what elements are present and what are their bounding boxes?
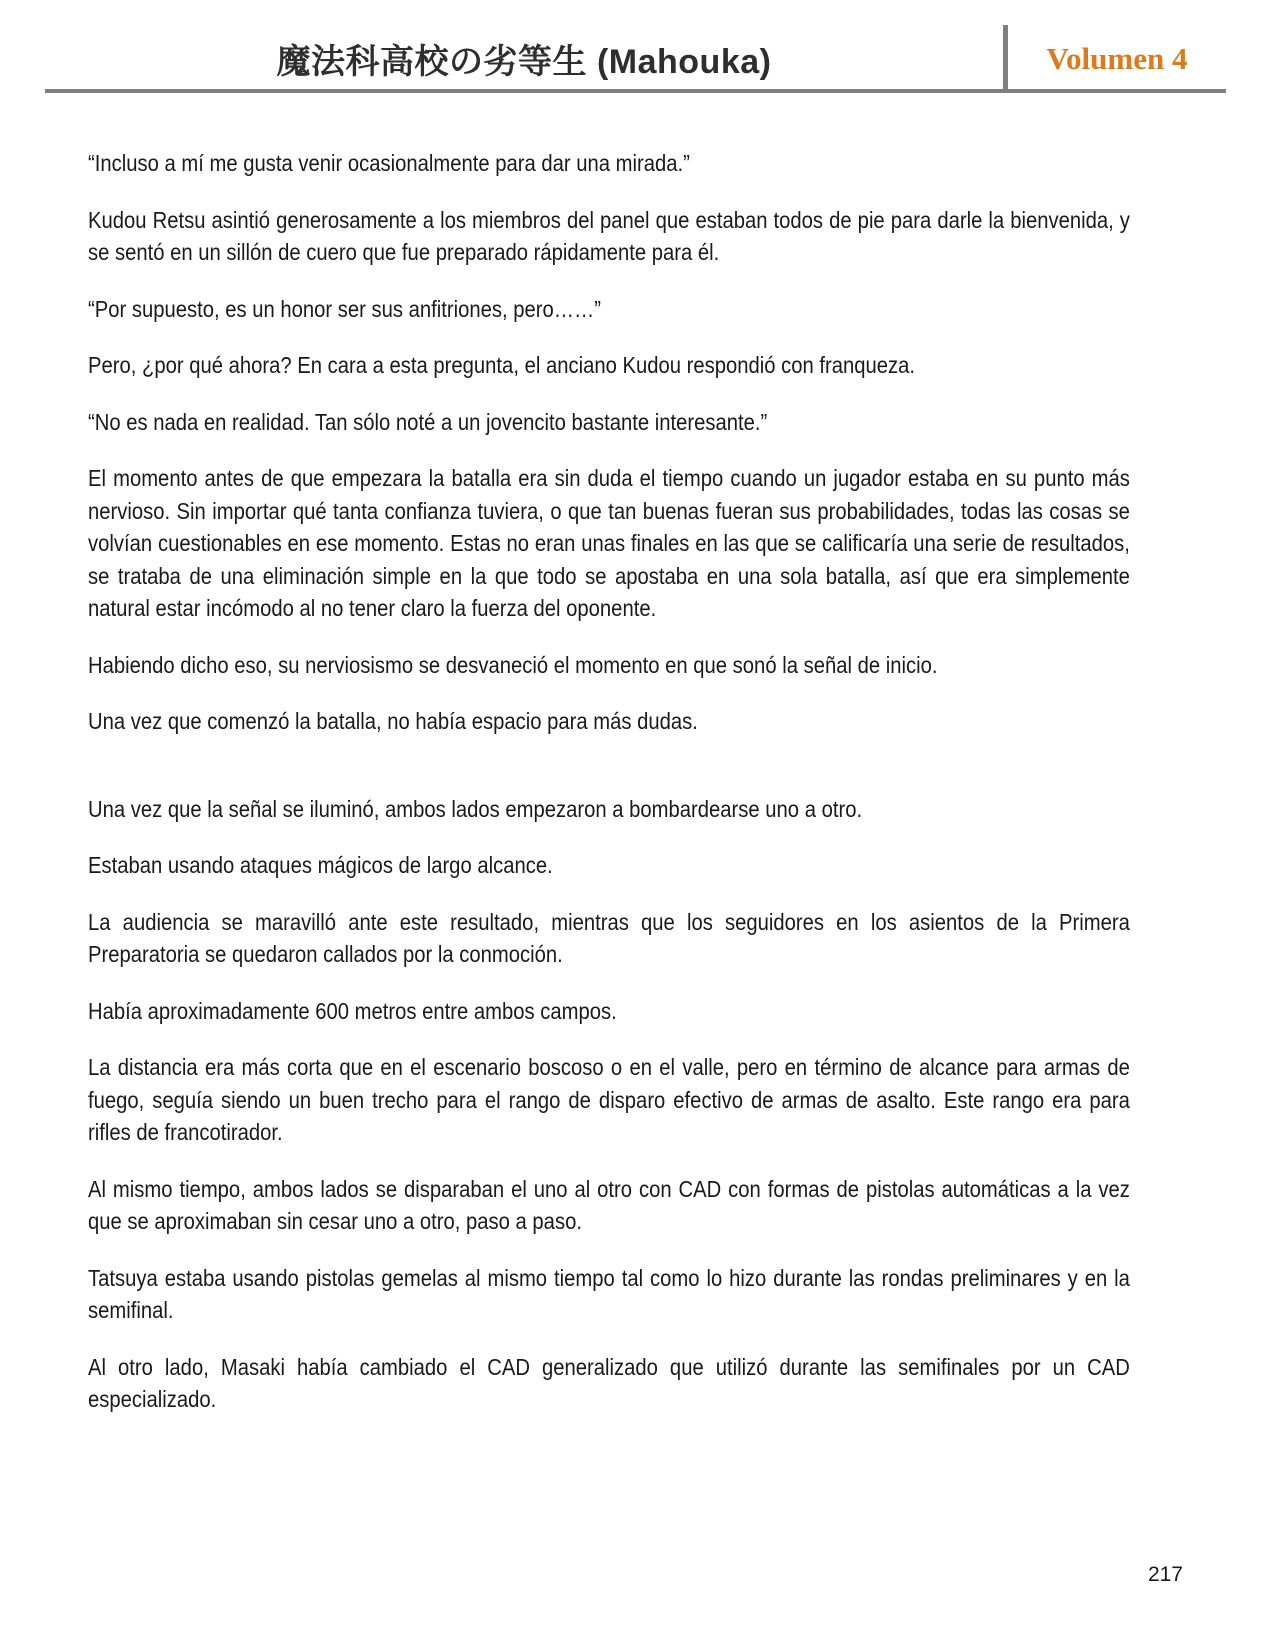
paragraph: “No es nada en realidad. Tan sólo noté a un jovencito bastante interesante.” xyxy=(88,408,768,435)
paragraph: Habiendo dicho eso, su nerviosismo se desvaneció el momento en que sonó la señal de inicio. xyxy=(88,651,938,678)
paragraph: Pero, ¿por qué ahora? En cara a esta pregunta, el anciano Kudou respondió con franqueza. xyxy=(88,352,916,378)
paragraph: Había aproximadamente 600 metros entre ambos campos. xyxy=(88,997,617,1024)
paragraph: Una vez que comenzó la batalla, no había espacio para más dudas. xyxy=(88,708,698,734)
paragraph: “Incluso a mí me gusta venir ocasionalmente para dar una mirada.” xyxy=(88,150,690,176)
paragraph: Estaban usando ataques mágicos de largo alcance. xyxy=(88,852,553,878)
page-header xyxy=(45,0,1226,93)
header-volume-cell xyxy=(1008,0,1226,89)
paragraph: La distancia era más corta que en el escenario boscoso o en el valle, pero en término de alcance para armas de fuego, seguía siendo un buen trecho para el rango de disparo efectivo de armas de asalto. Este rango era para rifles de francotirador. xyxy=(88,1054,1130,1145)
paragraph: Una vez que la señal se iluminó, ambos lados empezaron a bombardearse uno a otro. xyxy=(88,795,863,822)
page-number: 217 xyxy=(1147,1563,1183,1586)
paragraph: Tatsuya estaba usando pistolas gemelas al mismo tiempo tal como lo hizo durante las rondas preliminares y en la semifinal. xyxy=(88,1264,1130,1323)
paragraph: Al mismo tiempo, ambos lados se disparaban el uno al otro con CAD con formas de pistolas automáticas a la vez que se aproximaban sin cesar uno a otro, paso a paso. xyxy=(88,1175,1130,1234)
paragraph: Al otro lado, Masaki había cambiado el CAD generalizado que utilizó durante las semifinales por un CAD especializado. xyxy=(88,1353,1130,1412)
paragraph: Kudou Retsu asintió generosamente a los miembros del panel que estaban todos de pie para darle la bienvenida, y se sentó en un sillón de cuero que fue preparado rápidamente para él. xyxy=(88,206,1130,265)
paragraph: La audiencia se maravilló ante este resultado, mientras que los seguidores en los asientos de la Primera Preparatoria se quedaron callados por la conmoción. xyxy=(88,908,1130,967)
paragraph: El momento antes de que empezara la batalla era sin duda el tiempo cuando un jugador estaba en su punto más nervioso. Sin importar qué tanta confianza tuviera, o que tan buenas fueran sus probabilidades, todas las cosas se volvían cuestionables en ese momento. Estas no eran unas finales en las que se calificaría una serie de resultados, se trataba de una eliminación simple en la que todo se apostaba en una sola batalla, así que era simplemente natural estar incómodo al no tener claro la fuerza del oponente. xyxy=(88,465,1130,621)
volume-label: Volumen 4 xyxy=(1046,41,1188,76)
series-title: 魔法科高校の劣等生 (Mahouka) xyxy=(276,43,772,81)
page-body xyxy=(88,147,1130,1440)
header-title-cell xyxy=(45,0,1003,89)
paragraph: “Por supuesto, es un honor ser sus anfitriones, pero……” xyxy=(88,295,601,322)
